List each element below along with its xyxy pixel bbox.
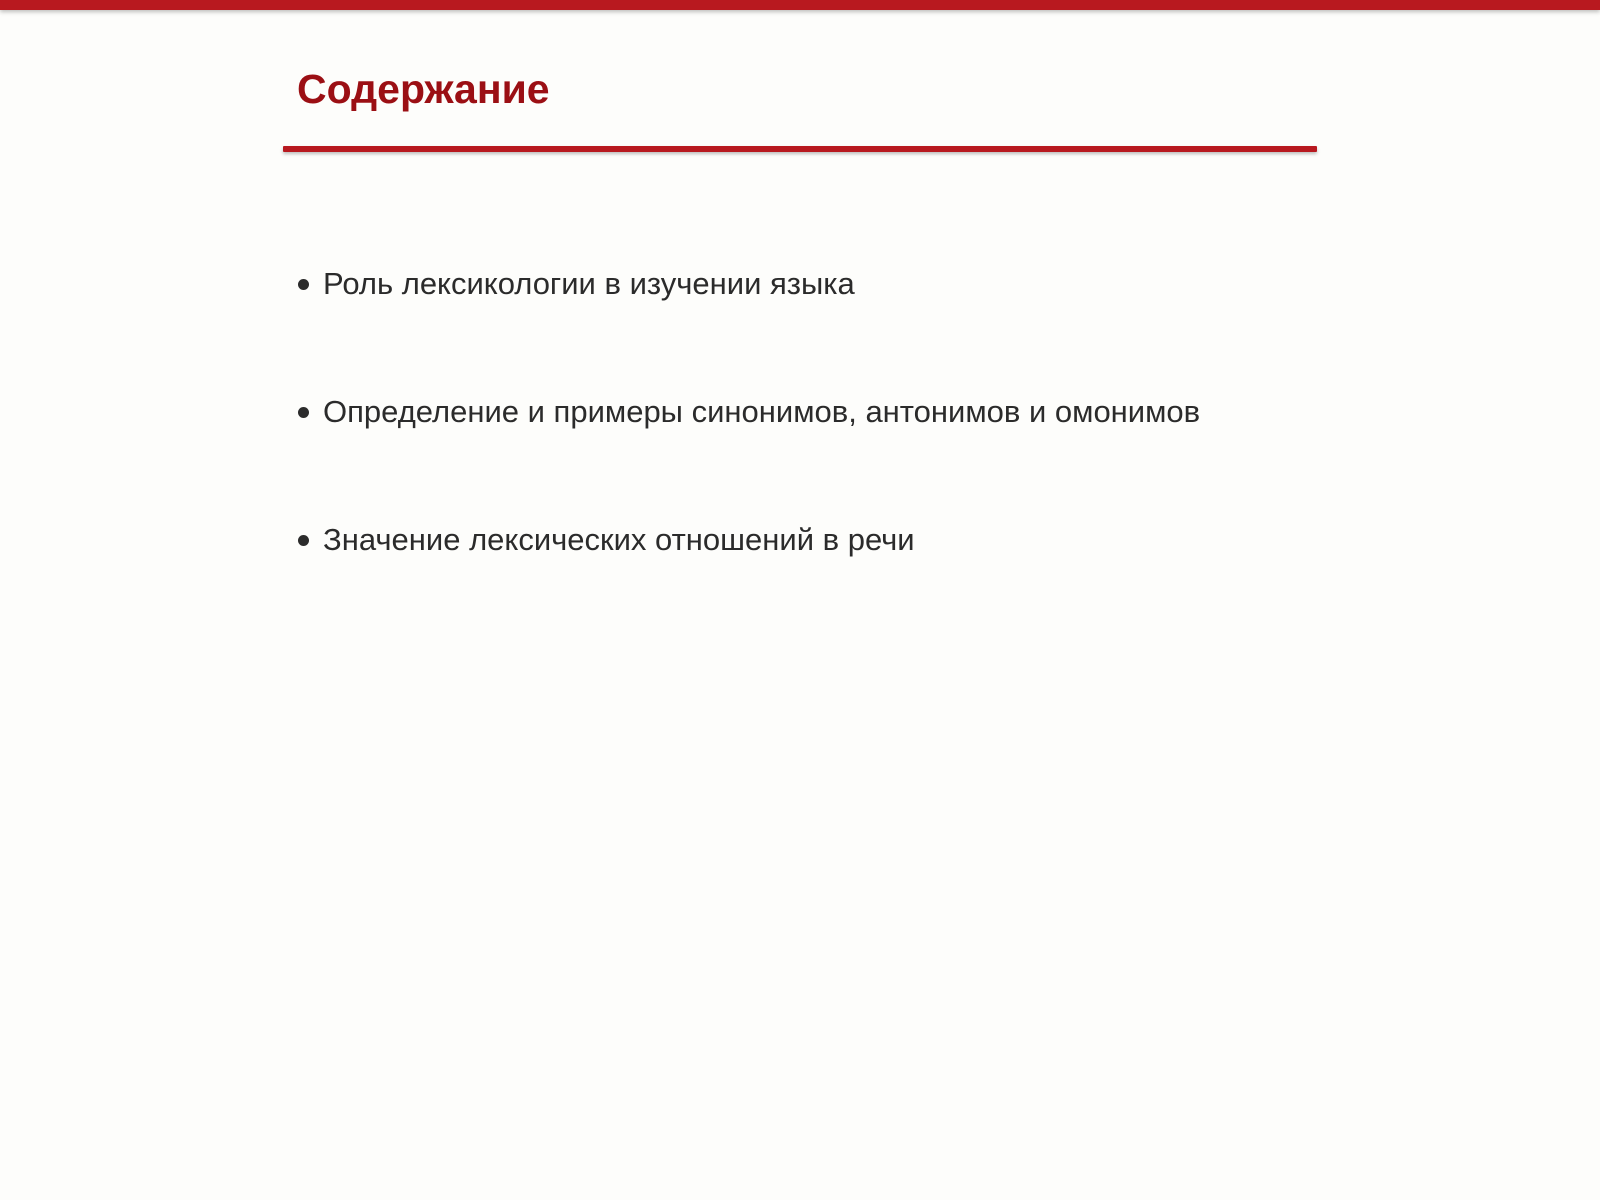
bullet-dot-icon xyxy=(298,407,309,418)
bullet-item xyxy=(298,262,1200,306)
bullet-text: Значение лексических отношений в речи xyxy=(323,522,915,557)
slide-title: Содержание xyxy=(297,66,550,112)
bullet-dot-icon xyxy=(298,535,309,546)
bullet-text: Роль лексикологии в изучении языка xyxy=(323,266,855,301)
bullet-item xyxy=(298,518,1200,562)
content-bullet-list xyxy=(298,262,1200,646)
bullet-text: Определение и примеры синонимов, антонимов и омонимов xyxy=(323,394,1201,429)
bullet-dot-icon xyxy=(298,279,309,290)
title-underline xyxy=(283,146,1317,152)
top-accent-bar xyxy=(0,0,1600,10)
bullet-item xyxy=(298,390,1200,434)
